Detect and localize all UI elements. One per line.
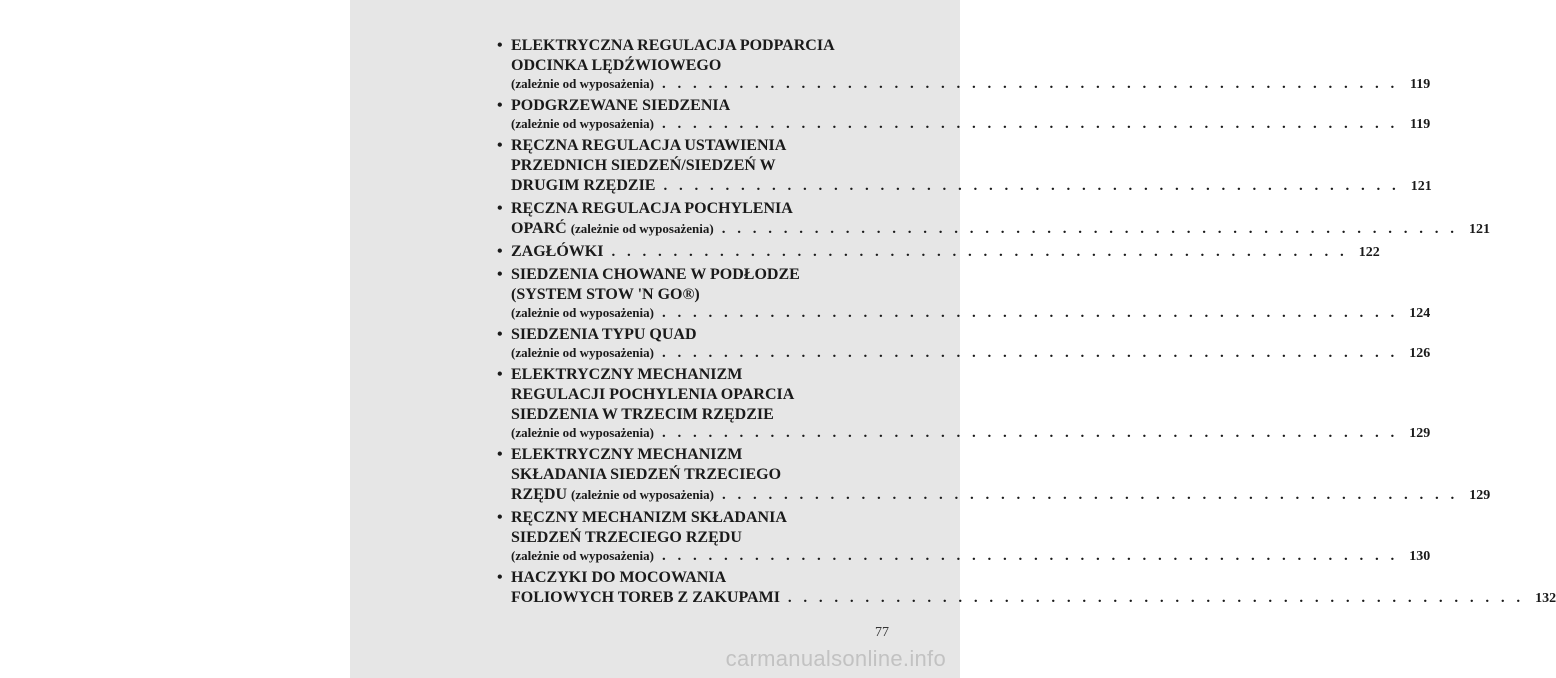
toc-entry-title-line: ELEKTRYCZNA REGULACJA PODPARCIA [511, 37, 835, 54]
bullet-icon: • [497, 243, 503, 260]
toc-entry[interactable] [497, 96, 1431, 133]
toc-entry-title-line: FOLIOWYCH TOREB Z ZAKUPAMI [511, 589, 780, 606]
toc-entry-title-line: RĘCZNY MECHANIZM SKŁADANIA [511, 509, 787, 526]
toc-entry-title-line: SIEDZENIA TYPU QUAD [511, 326, 697, 343]
toc-entry-qualifier: (zależnie od wyposażenia) [511, 305, 654, 320]
dot-leader: . . . . . . . . . . . . . . . . . . . . . . . . . . . . . . . . . . . . . . . . . . . . . . . . [721, 221, 1458, 237]
toc-entry[interactable] [497, 365, 1431, 442]
dot-leader: . . . . . . . . . . . . . . . . . . . . . . . . . . . . . . . . . . . . . . . . . . . . . . . . [661, 76, 1399, 92]
toc-entry-leader-line [511, 76, 1431, 93]
dot-leader: . . . . . . . . . . . . . . . . . . . . . . . . . . . . . . . . . . . . . . . . . . . . . . . . [787, 590, 1525, 606]
toc-entry-qualifier: (zależnie od wyposażenia) [570, 221, 714, 236]
table-of-contents [497, 36, 1556, 611]
toc-entry[interactable] [497, 508, 1431, 565]
toc-entry-leader-line [511, 485, 1491, 505]
dot-leader: . . . . . . . . . . . . . . . . . . . . . . . . . . . . . . . . . . . . . . . . . . . . . . . . [661, 305, 1399, 321]
dot-leader: . . . . . . . . . . . . . . . . . . . . . . . . . . . . . . . . . . . . . . . . . . . . . . . . [661, 425, 1399, 441]
bullet-icon: • [497, 509, 503, 526]
toc-entry-leader-line [511, 588, 1556, 608]
toc-entry[interactable] [497, 242, 1380, 262]
page-number: 77 [875, 625, 889, 640]
toc-entry-title-line: RZĘDU [511, 486, 568, 503]
toc-entry-title-line: SKŁADANIA SIEDZEŃ TRZECIEGO [511, 466, 782, 483]
bullet-icon: • [497, 97, 503, 114]
dot-leader: . . . . . . . . . . . . . . . . . . . . . . . . . . . . . . . . . . . . . . . . . . . . . . . . [663, 178, 1400, 194]
toc-entry-page-number: 130 [1409, 549, 1431, 564]
toc-entry-qualifier: (zależnie od wyposażenia) [571, 487, 714, 502]
dot-leader: . . . . . . . . . . . . . . . . . . . . . . . . . . . . . . . . . . . . . . . . . . . . . . . . [611, 244, 1348, 260]
dot-leader: . . . . . . . . . . . . . . . . . . . . . . . . . . . . . . . . . . . . . . . . . . . . . . . . [661, 116, 1399, 132]
toc-entry-page-number: 124 [1409, 306, 1431, 321]
toc-entry-title-line: SIEDZENIA CHOWANE W PODŁODZE [511, 266, 800, 283]
toc-entry-qualifier: (zależnie od wyposażenia) [511, 345, 654, 360]
dot-leader: . . . . . . . . . . . . . . . . . . . . . . . . . . . . . . . . . . . . . . . . . . . . . . . . [661, 548, 1399, 564]
toc-entry-page-number: 129 [1469, 488, 1491, 503]
toc-entry-leader-line [511, 219, 1490, 239]
toc-entry-title-line: SIEDZEŃ TRZECIEGO RZĘDU [511, 529, 742, 546]
toc-entry[interactable] [497, 568, 1556, 608]
toc-entry-title-line: RĘCZNA REGULACJA USTAWIENIA [511, 137, 787, 154]
toc-entry-title-line: RĘCZNA REGULACJA POCHYLENIA [511, 200, 793, 217]
toc-entry-title-line: ELEKTRYCZNY MECHANIZM [511, 366, 743, 383]
toc-entry[interactable] [497, 445, 1491, 505]
toc-entry-leader-line [511, 305, 1431, 322]
toc-entry-page-number: 119 [1410, 117, 1431, 132]
toc-entry[interactable] [497, 199, 1490, 239]
toc-entry-title-line: (SYSTEM STOW 'N GO®) [511, 286, 700, 303]
bullet-icon: • [497, 326, 503, 343]
toc-entry-leader-line [511, 548, 1431, 565]
toc-entry[interactable] [497, 325, 1431, 362]
toc-entry-title-line: HACZYKI DO MOCOWANIA [511, 569, 727, 586]
bullet-icon: • [497, 569, 503, 586]
bullet-icon: • [497, 137, 503, 154]
toc-entry-page-number: 126 [1409, 346, 1431, 361]
toc-entry-title-line: ZAGŁÓWKI [511, 243, 604, 260]
bullet-icon: • [497, 446, 503, 463]
toc-entry-page-number: 122 [1358, 245, 1380, 260]
toc-entry-page-number: 119 [1410, 77, 1431, 92]
toc-entry[interactable] [497, 36, 1431, 93]
dot-leader: . . . . . . . . . . . . . . . . . . . . . . . . . . . . . . . . . . . . . . . . . . . . . . . . [661, 345, 1399, 361]
toc-entry-page-number: 121 [1468, 222, 1490, 237]
toc-entry-title-line: PRZEDNICH SIEDZEŃ/SIEDZEŃ W [511, 157, 776, 174]
toc-entry-leader-line [511, 176, 1432, 196]
toc-entry-title-line: REGULACJI POCHYLENIA OPARCIA [511, 386, 795, 403]
toc-entry-title-line: ELEKTRYCZNY MECHANIZM [511, 446, 743, 463]
toc-entry-title-line: SIEDZENIA W TRZECIM RZĘDZIE [511, 406, 774, 423]
toc-entry-page-number: 121 [1410, 179, 1432, 194]
toc-entry-leader-line [511, 425, 1431, 442]
toc-entry-page-number: 132 [1535, 591, 1556, 606]
toc-entry-qualifier: (zależnie od wyposażenia) [511, 76, 654, 91]
toc-entry-leader-line [511, 345, 1431, 362]
bullet-icon: • [497, 266, 503, 283]
watermark: carmanualsonline.info [725, 646, 946, 671]
toc-entry-title-line: DRUGIM RZĘDZIE [511, 177, 656, 194]
bullet-icon: • [497, 366, 503, 383]
toc-entry-title-line: PODGRZEWANE SIEDZENIA [511, 97, 731, 114]
toc-entry-leader-line [511, 116, 1431, 133]
toc-entry-qualifier: (zależnie od wyposażenia) [511, 116, 654, 131]
toc-entry-qualifier: (zależnie od wyposażenia) [511, 425, 654, 440]
toc-entry-title-line: OPARĆ [511, 220, 567, 237]
toc-entry[interactable] [497, 265, 1431, 322]
bullet-icon: • [497, 200, 503, 217]
toc-entry-title-line: ODCINKA LĘDŹWIOWEGO [511, 57, 722, 74]
toc-entry[interactable] [497, 136, 1432, 196]
toc-entry-leader-line [511, 242, 1380, 262]
bullet-icon: • [497, 37, 503, 54]
dot-leader: . . . . . . . . . . . . . . . . . . . . . . . . . . . . . . . . . . . . . . . . . . . . . . . . [722, 487, 1459, 503]
toc-entry-qualifier: (zależnie od wyposażenia) [511, 548, 654, 563]
toc-entry-page-number: 129 [1409, 426, 1431, 441]
